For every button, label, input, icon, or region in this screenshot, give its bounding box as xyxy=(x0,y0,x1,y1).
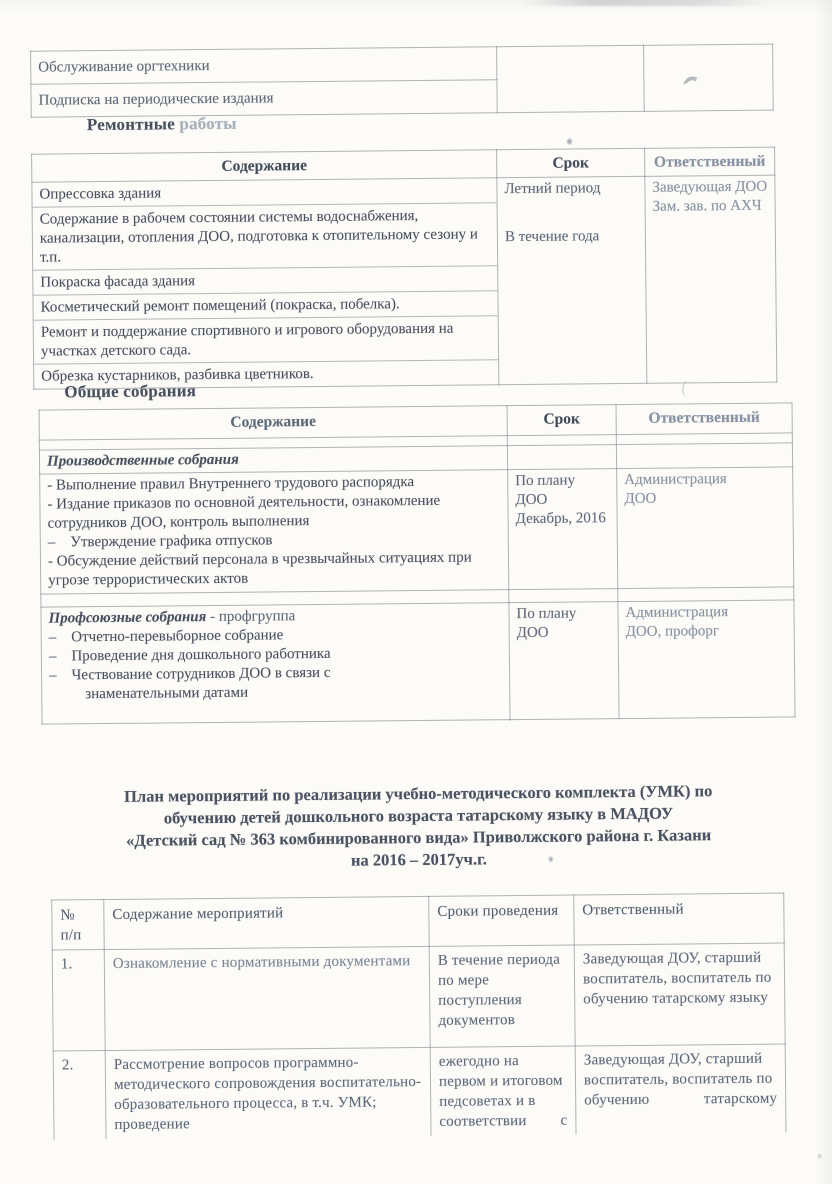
list-item: Опрессовка здания xyxy=(32,178,496,207)
list-item: Покраска фасада здания xyxy=(33,266,497,295)
repairs-table xyxy=(31,147,777,390)
list-item: – Чествование сотрудников ДОО в связи с знаменательными датами xyxy=(49,664,331,703)
title-line: «Детский сад № 363 комбинированного вида» Приволжского района г. Казани xyxy=(125,825,712,850)
repairs-section-heading xyxy=(87,114,237,135)
content-cell xyxy=(40,470,509,594)
column-header: Срок xyxy=(507,405,616,436)
meetings-table xyxy=(39,402,796,724)
list-item: – Отчетно-перевыборное собрание xyxy=(48,627,284,646)
content-cell: Ознакомление с нормативными документами xyxy=(104,946,430,1050)
column-header: Содержание мероприятий xyxy=(104,896,429,949)
term-cell xyxy=(497,176,647,384)
list-item: Косметический ремонт помещений (покраска, побелка). xyxy=(33,291,497,320)
table-cell: Подписка на периодические издания xyxy=(31,80,497,117)
pen-tick-mark xyxy=(681,73,701,87)
column-header: Ответственный xyxy=(645,147,775,176)
list-item: - Издание приказов по основной деятельности, ознакомление сотрудников ДОО, контроль выполнения xyxy=(47,492,441,532)
term-cell: ежегодно на первом и итоговом педсоветах и в соответствии с xyxy=(430,1046,576,1136)
table-cell xyxy=(497,45,645,112)
scan-speck xyxy=(818,1154,822,1158)
scan-paren-artifact xyxy=(682,380,694,398)
column-header: Ответственный xyxy=(574,893,784,945)
subheading-text: Профсоюзные собрания xyxy=(48,609,207,627)
list-item: Обрезка кустарников, разбивка цветников. xyxy=(41,366,314,385)
responsible-cell: Администрация ДОО, профорг xyxy=(618,600,795,719)
list-item: Содержание в рабочем состоянии системы водоснабжения, канализации, отопления ДОО, подготовка к отопительному сезону и т.п. xyxy=(33,203,498,270)
table-cell xyxy=(507,445,616,470)
row-number-cell: 2. xyxy=(53,1051,106,1140)
meetings-section-heading: Общие собрания xyxy=(64,381,197,402)
subheading-rest: - профгруппа xyxy=(206,608,296,626)
heading-strong-part: Ремонтные xyxy=(86,114,176,135)
list-item: – Утверждение графика отпусков xyxy=(47,532,273,551)
list-item: - Выполнение правил Внутреннего трудового распорядка xyxy=(47,474,415,494)
column-header: Сроки проведения xyxy=(429,895,574,946)
column-header: Содержание xyxy=(39,406,507,440)
term-cell: В течение периода по мере поступления документов xyxy=(429,945,575,1047)
table-body-row xyxy=(41,600,795,724)
subheading-text: Производственные собрания xyxy=(46,451,239,470)
term-cell: По плану ДОО Декабрь, 2016 xyxy=(508,469,618,590)
responsible-cell: Заведующая ДОО Зам. зав. по АХЧ xyxy=(645,175,777,383)
table-body-row xyxy=(40,467,794,594)
term-entry: Летний период xyxy=(504,180,601,198)
table-cell: Обслуживание оргтехники xyxy=(31,47,497,84)
title-line: обучению детей дошкольного возраста татарскому языку в МАДОУ xyxy=(163,803,674,828)
title-line: План мероприятий по реализации учебно-методического комплекта (УМК) по xyxy=(124,781,713,806)
table-body-row xyxy=(52,943,785,1051)
scan-speck xyxy=(549,857,553,862)
list-item: - Обсуждение действий персонала в чрезвычайных ситуациях при угрозе террористических актов xyxy=(47,549,472,589)
column-header: Ответственный xyxy=(616,403,792,435)
plan-title xyxy=(46,779,791,874)
list-item: Ремонт и поддержание спортивного и игрового оборудования на участках детского сада. xyxy=(34,316,498,364)
content-cell xyxy=(32,178,499,389)
spacer-cell xyxy=(509,589,618,603)
table-header-row xyxy=(52,893,784,950)
content-cell: Рассмотрение вопросов программно-методического сопровождения воспитательно-образовательного процесса, в т.ч. УМК; проведение xyxy=(105,1047,431,1139)
content-cell xyxy=(41,603,510,724)
table-cell xyxy=(616,443,792,469)
term-cell: По плану ДОО xyxy=(509,602,619,720)
column-header: Срок xyxy=(497,148,645,177)
table-row xyxy=(31,44,773,84)
table-body-row xyxy=(53,1044,786,1140)
title-line: на 2016 – 2017уч.г. xyxy=(350,849,487,870)
scan-speck xyxy=(567,139,572,145)
row-number-cell: 1. xyxy=(52,950,105,1051)
column-header: № п/п xyxy=(52,900,104,950)
responsible-cell: Администрация ДОО xyxy=(617,467,794,589)
plan-table xyxy=(51,893,786,1140)
responsible-cell: Заведующая ДОУ, старший воспитатель, воспитатель по обучению татарскому xyxy=(575,1044,786,1135)
top-table xyxy=(30,44,774,118)
column-header: Содержание xyxy=(32,150,497,182)
list-item: – Проведение дня дошкольного работника xyxy=(48,645,331,665)
responsible-cell: Заведующая ДОУ, старший воспитатель, воспитатель по обучению татарскому языку xyxy=(574,943,785,1046)
table-body-row xyxy=(32,175,777,389)
heading-faded-part: работы xyxy=(179,113,237,134)
table-cell xyxy=(644,44,774,111)
term-entry: В течение года xyxy=(504,228,600,246)
